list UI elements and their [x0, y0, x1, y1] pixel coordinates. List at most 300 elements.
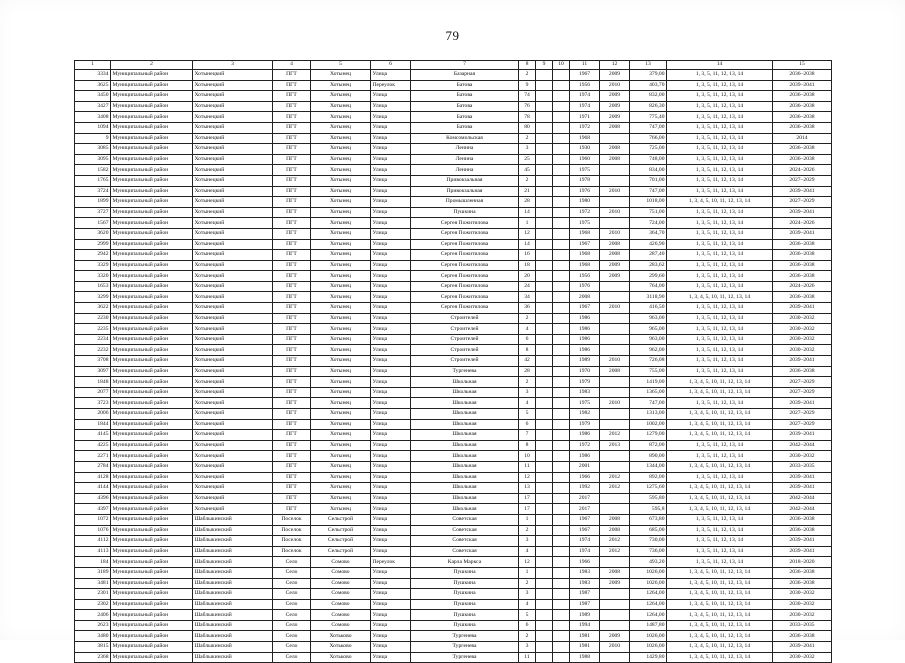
cell-planned-period: 2036–2038: [773, 154, 832, 165]
cell-street-type: Улица: [371, 144, 411, 155]
cell-municipality-type: Муниципальный район: [111, 366, 193, 377]
column-header-2: 2: [111, 61, 193, 70]
table-row: [75, 451, 832, 462]
cell-planned-period: 2036–2038: [773, 112, 832, 123]
cell-street: Ленина: [411, 144, 519, 155]
cell-col-9: [536, 292, 553, 303]
cell-record-id: 3480: [75, 631, 111, 642]
cell-municipality-type: Муниципальный район: [111, 356, 193, 367]
cell-settlement: Хотынец: [311, 260, 371, 271]
cell-street: Комсомольская: [411, 133, 519, 144]
cell-last-repair-year: 2009: [600, 578, 630, 589]
cell-street-type: Улица: [371, 652, 411, 663]
table-row: [75, 228, 832, 239]
cell-planned-period: 2039–2041: [773, 228, 832, 239]
cell-col-9: [536, 387, 553, 398]
cell-last-repair-year: [600, 218, 630, 229]
cell-district: Шаблыкинский: [193, 642, 273, 653]
cell-planned-period: 2036–2038: [773, 271, 832, 282]
cell-municipality-type: Муниципальный район: [111, 472, 193, 483]
cell-settlement: Хотынец: [311, 472, 371, 483]
cell-settlement-type: ПГТ: [273, 356, 311, 367]
cell-build-year: 2017: [570, 504, 600, 515]
cell-district: Хотынецкий: [193, 228, 273, 239]
cell-record-id: 3320: [75, 271, 111, 282]
cell-district: Хотынецкий: [193, 260, 273, 271]
cell-build-year: 1989: [570, 610, 600, 621]
cell-municipality-type: Муниципальный район: [111, 567, 193, 578]
cell-work-types: 1, 3, 5, 11, 12, 13, 14: [667, 271, 773, 282]
cell-municipality-type: Муниципальный район: [111, 101, 193, 112]
cell-district: Хотынецкий: [193, 133, 273, 144]
cell-record-id: 2784: [75, 461, 111, 472]
cell-municipality-type: Муниципальный район: [111, 599, 193, 610]
cell-street: Сергея Пожитилова: [411, 303, 519, 314]
cell-settlement: Хотынец: [311, 281, 371, 292]
cell-settlement-type: ПГТ: [273, 387, 311, 398]
cell-district: Шаблыкинский: [193, 567, 273, 578]
cell-build-year: 1967: [570, 514, 600, 525]
cell-settlement-type: ПГТ: [273, 324, 311, 335]
cell-district: Хотынецкий: [193, 218, 273, 229]
cell-work-types: 1, 3, 5, 11, 12, 13, 14: [667, 525, 773, 536]
cell-house-number: 12: [519, 472, 536, 483]
table-row: [75, 303, 832, 314]
cell-record-id: 2077: [75, 387, 111, 398]
cell-col-9: [536, 514, 553, 525]
cell-build-year: 1987: [570, 599, 600, 610]
cell-street-type: Улица: [371, 409, 411, 420]
cell-municipality-type: Муниципальный район: [111, 536, 193, 547]
cell-settlement-type: ПГТ: [273, 91, 311, 102]
cell-record-id: 4145: [75, 430, 111, 441]
cell-col-10: [553, 70, 570, 81]
cell-settlement-type: Село: [273, 631, 311, 642]
cell-col-10: [553, 122, 570, 133]
cell-work-types: 1, 3, 5, 11, 12, 13, 14: [667, 239, 773, 250]
cell-build-year: 1983: [570, 578, 600, 589]
cell-house-number: 2: [519, 377, 536, 388]
cell-district: Хотынецкий: [193, 377, 273, 388]
cell-area: 963,00: [630, 334, 667, 345]
cell-area: 766,00: [630, 133, 667, 144]
cell-street-type: Улица: [371, 186, 411, 197]
cell-street-type: Улица: [371, 631, 411, 642]
cell-build-year: 1971: [570, 112, 600, 123]
cell-street: Советская: [411, 546, 519, 557]
cell-district: Шаблыкинский: [193, 546, 273, 557]
cell-street-type: Улица: [371, 504, 411, 515]
cell-work-types: 1, 3, 5, 11, 12, 13, 14: [667, 91, 773, 102]
cell-settlement: Хотынец: [311, 165, 371, 176]
cell-record-id: 2234: [75, 334, 111, 345]
cell-street-type: Улица: [371, 334, 411, 345]
cell-planned-period: 2030–2032: [773, 599, 832, 610]
cell-col-10: [553, 112, 570, 123]
cell-street: Строителей: [411, 356, 519, 367]
cell-house-number: 2: [519, 313, 536, 324]
cell-record-id: 1582: [75, 165, 111, 176]
cell-district: Хотынецкий: [193, 313, 273, 324]
cell-house-number: 4: [519, 398, 536, 409]
cell-municipality-type: Муниципальный район: [111, 165, 193, 176]
cell-col-10: [553, 652, 570, 663]
cell-col-9: [536, 186, 553, 197]
cell-col-10: [553, 292, 570, 303]
cell-settlement-type: ПГТ: [273, 292, 311, 303]
cell-build-year: 1968: [570, 133, 600, 144]
cell-street-type: Улица: [371, 525, 411, 536]
cell-build-year: 1981: [570, 631, 600, 642]
cell-record-id: 2623: [75, 620, 111, 631]
cell-settlement: Хотынец: [311, 101, 371, 112]
cell-work-types: 1, 3, 5, 11, 12, 13, 14: [667, 112, 773, 123]
cell-house-number: 17: [519, 493, 536, 504]
cell-municipality-type: Муниципальный район: [111, 642, 193, 653]
cell-last-repair-year: 2010: [600, 186, 630, 197]
cell-street: Сергея Пожитилова: [411, 260, 519, 271]
cell-col-9: [536, 271, 553, 282]
table-row: [75, 250, 832, 261]
cell-house-number: 6: [519, 334, 536, 345]
cell-planned-period: 2039–2041: [773, 536, 832, 547]
cell-last-repair-year: 2009: [600, 260, 630, 271]
cell-record-id: 2232: [75, 345, 111, 356]
cell-area: 1026,00: [630, 567, 667, 578]
cell-house-number: 3: [519, 387, 536, 398]
cell-build-year: 1979: [570, 419, 600, 430]
cell-col-9: [536, 589, 553, 600]
cell-area: 751,00: [630, 207, 667, 218]
cell-col-10: [553, 175, 570, 186]
cell-record-id: 3299: [75, 292, 111, 303]
cell-planned-period: 2030–2032: [773, 610, 832, 621]
cell-settlement-type: ПГТ: [273, 250, 311, 261]
cell-settlement-type: ПГТ: [273, 70, 311, 81]
cell-settlement: Хотынец: [311, 366, 371, 377]
cell-street: Советская: [411, 525, 519, 536]
table-row: [75, 525, 832, 536]
cell-district: Хотынецкий: [193, 345, 273, 356]
cell-house-number: 5: [519, 409, 536, 420]
cell-settlement: Хотьково: [311, 642, 371, 653]
cell-street: Строителей: [411, 345, 519, 356]
cell-record-id: 3724: [75, 186, 111, 197]
cell-last-repair-year: [600, 451, 630, 462]
cell-record-id: 3329: [75, 260, 111, 271]
cell-district: Шаблыкинский: [193, 652, 273, 663]
cell-last-repair-year: 2010: [600, 228, 630, 239]
cell-street-type: Улица: [371, 546, 411, 557]
cell-district: Шаблыкинский: [193, 610, 273, 621]
cell-planned-period: 2018–2020: [773, 557, 832, 568]
cell-district: Хотынецкий: [193, 504, 273, 515]
cell-district: Шаблыкинский: [193, 599, 273, 610]
cell-street: Пушкина: [411, 578, 519, 589]
cell-col-9: [536, 154, 553, 165]
cell-last-repair-year: [600, 281, 630, 292]
cell-street: Тургенева: [411, 652, 519, 663]
cell-planned-period: 2036–2038: [773, 250, 832, 261]
cell-build-year: 1968: [570, 250, 600, 261]
cell-street-type: Переулок: [371, 80, 411, 91]
cell-street: Батова: [411, 80, 519, 91]
cell-last-repair-year: 2008: [600, 366, 630, 377]
cell-col-10: [553, 525, 570, 536]
cell-street-type: Улица: [371, 175, 411, 186]
cell-settlement-type: Село: [273, 642, 311, 653]
cell-work-types: 1, 3, 5, 11, 12, 13, 14: [667, 207, 773, 218]
cell-area: 892,00: [630, 472, 667, 483]
cell-settlement: Хотынец: [311, 207, 371, 218]
cell-col-9: [536, 483, 553, 494]
cell-street-type: Улица: [371, 101, 411, 112]
cell-settlement-type: ПГТ: [273, 504, 311, 515]
cell-street: Строителей: [411, 324, 519, 335]
cell-record-id: 4113: [75, 546, 111, 557]
table-row: [75, 409, 832, 420]
cell-municipality-type: Муниципальный район: [111, 334, 193, 345]
cell-work-types: 1, 3, 5, 11, 12, 13, 14: [667, 154, 773, 165]
cell-house-number: 18: [519, 260, 536, 271]
cell-build-year: 1966: [570, 472, 600, 483]
cell-record-id: 184: [75, 557, 111, 568]
cell-street: Сергея Пожитилова: [411, 228, 519, 239]
cell-planned-period: 2036–2038: [773, 70, 832, 81]
cell-district: Хотынецкий: [193, 472, 273, 483]
cell-col-10: [553, 409, 570, 420]
cell-record-id: 2235: [75, 324, 111, 335]
cell-settlement: Сомово: [311, 578, 371, 589]
cell-street-type: Улица: [371, 122, 411, 133]
cell-street-type: Улица: [371, 154, 411, 165]
cell-work-types: 1, 3, 5, 11, 12, 13, 14: [667, 356, 773, 367]
cell-last-repair-year: 2008: [600, 567, 630, 578]
cell-street: Базарная: [411, 70, 519, 81]
cell-build-year: 1970: [570, 366, 600, 377]
cell-last-repair-year: 2008: [600, 250, 630, 261]
cell-area: 287,40: [630, 250, 667, 261]
cell-settlement-type: ПГТ: [273, 186, 311, 197]
cell-planned-period: 2039–2041: [773, 186, 832, 197]
cell-settlement-type: Поселок: [273, 546, 311, 557]
cell-municipality-type: Муниципальный район: [111, 430, 193, 441]
cell-work-types: 1, 3, 5, 11, 12, 13, 14: [667, 281, 773, 292]
column-header-9: 9: [536, 61, 553, 70]
cell-settlement: Хотынец: [311, 91, 371, 102]
cell-settlement: Хотынец: [311, 440, 371, 451]
cell-col-9: [536, 557, 553, 568]
cell-area: 1279,00: [630, 430, 667, 441]
cell-col-9: [536, 165, 553, 176]
cell-last-repair-year: [600, 557, 630, 568]
cell-street-type: Улица: [371, 345, 411, 356]
cell-street: Карла Маркса: [411, 557, 519, 568]
cell-col-9: [536, 112, 553, 123]
cell-last-repair-year: 2009: [600, 70, 630, 81]
cell-street: Сергея Пожитилова: [411, 218, 519, 229]
cell-settlement-type: Село: [273, 557, 311, 568]
cell-record-id: 4225: [75, 440, 111, 451]
cell-col-9: [536, 281, 553, 292]
cell-street: Школьная: [411, 398, 519, 409]
cell-settlement-type: ПГТ: [273, 419, 311, 430]
cell-settlement-type: ПГТ: [273, 483, 311, 494]
cell-municipality-type: Муниципальный район: [111, 610, 193, 621]
cell-street: Школьная: [411, 472, 519, 483]
cell-street: Пушкина: [411, 620, 519, 631]
cell-settlement-type: ПГТ: [273, 377, 311, 388]
cell-work-types: 1, 3, 4, 5, 10, 11, 12, 13, 14: [667, 652, 773, 663]
cell-settlement: Хотынец: [311, 250, 371, 261]
cell-street: Тургенева: [411, 631, 519, 642]
cell-col-10: [553, 133, 570, 144]
cell-work-types: 1, 3, 5, 11, 12, 13, 14: [667, 557, 773, 568]
cell-street-type: Улица: [371, 599, 411, 610]
cell-col-10: [553, 642, 570, 653]
cell-area: 826,30: [630, 101, 667, 112]
cell-settlement: Хотынец: [311, 228, 371, 239]
table-row: [75, 133, 832, 144]
cell-col-10: [553, 567, 570, 578]
cell-settlement: Хотынец: [311, 292, 371, 303]
cell-area: 755,00: [630, 366, 667, 377]
cell-house-number: 80: [519, 122, 536, 133]
cell-municipality-type: Муниципальный район: [111, 451, 193, 462]
cell-last-repair-year: 2013: [600, 440, 630, 451]
cell-house-number: 76: [519, 101, 536, 112]
table-row: [75, 271, 832, 282]
cell-record-id: 3450: [75, 91, 111, 102]
cell-street: Школьная: [411, 461, 519, 472]
cell-record-id: 1848: [75, 377, 111, 388]
cell-municipality-type: Муниципальный район: [111, 218, 193, 229]
cell-house-number: 2: [519, 133, 536, 144]
column-header-7: 7: [411, 61, 519, 70]
cell-work-types: 1, 3, 5, 11, 12, 13, 14: [667, 472, 773, 483]
cell-col-10: [553, 599, 570, 610]
cell-col-10: [553, 303, 570, 314]
cell-work-types: 1, 3, 4, 5, 10, 11, 12, 13, 14: [667, 578, 773, 589]
cell-municipality-type: Муниципальный район: [111, 281, 193, 292]
cell-municipality-type: Муниципальный район: [111, 122, 193, 133]
cell-street: Привокзальная: [411, 186, 519, 197]
cell-last-repair-year: 2008: [600, 154, 630, 165]
cell-col-10: [553, 239, 570, 250]
cell-work-types: 1, 3, 5, 11, 12, 13, 14: [667, 250, 773, 261]
cell-col-10: [553, 260, 570, 271]
cell-area: 1429,80: [630, 652, 667, 663]
cell-work-types: 1, 3, 5, 11, 12, 13, 14: [667, 175, 773, 186]
cell-build-year: 1989: [570, 356, 600, 367]
cell-municipality-type: Муниципальный район: [111, 313, 193, 324]
cell-municipality-type: Муниципальный район: [111, 292, 193, 303]
cell-area: 299,60: [630, 271, 667, 282]
cell-last-repair-year: [600, 313, 630, 324]
cell-record-id: 3727: [75, 207, 111, 218]
cell-district: Хотынецкий: [193, 175, 273, 186]
cell-last-repair-year: [600, 409, 630, 420]
cell-street-type: Улица: [371, 260, 411, 271]
cell-municipality-type: Муниципальный район: [111, 578, 193, 589]
cell-planned-period: 2042–2044: [773, 440, 832, 451]
cell-record-id: 2301: [75, 589, 111, 600]
table-row: [75, 419, 832, 430]
cell-municipality-type: Муниципальный район: [111, 387, 193, 398]
cell-work-types: 1, 3, 4, 5, 10, 11, 12, 13, 14: [667, 430, 773, 441]
cell-planned-period: 2030–2032: [773, 324, 832, 335]
cell-build-year: 1986: [570, 324, 600, 335]
cell-work-types: 1, 3, 4, 5, 10, 11, 12, 13, 14: [667, 377, 773, 388]
cell-street: Строителей: [411, 313, 519, 324]
cell-settlement: Сомово: [311, 610, 371, 621]
cell-house-number: 7: [519, 430, 536, 441]
table-row: [75, 430, 832, 441]
cell-street-type: Улица: [371, 324, 411, 335]
cell-street-type: Улица: [371, 461, 411, 472]
cell-street-type: Улица: [371, 228, 411, 239]
cell-street-type: Улица: [371, 303, 411, 314]
cell-col-9: [536, 398, 553, 409]
cell-house-number: 24: [519, 281, 536, 292]
cell-col-10: [553, 557, 570, 568]
cell-planned-period: 2036–2038: [773, 366, 832, 377]
cell-district: Хотынецкий: [193, 271, 273, 282]
cell-col-9: [536, 197, 553, 208]
cell-street: Сергея Пожитилова: [411, 281, 519, 292]
cell-planned-period: 2042–2044: [773, 493, 832, 504]
cell-municipality-type: Муниципальный район: [111, 483, 193, 494]
cell-build-year: 1967: [570, 303, 600, 314]
cell-last-repair-year: [600, 610, 630, 621]
cell-planned-period: 2036–2038: [773, 292, 832, 303]
cell-settlement: Хотынец: [311, 144, 371, 155]
cell-col-9: [536, 578, 553, 589]
cell-col-10: [553, 451, 570, 462]
cell-col-10: [553, 483, 570, 494]
cell-last-repair-year: 2010: [600, 642, 630, 653]
column-header-5: 5: [311, 61, 371, 70]
cell-build-year: 1983: [570, 567, 600, 578]
cell-build-year: 1956: [570, 80, 600, 91]
cell-district: Хотынецкий: [193, 409, 273, 420]
cell-street: Батова: [411, 91, 519, 102]
cell-street: Пушкина: [411, 567, 519, 578]
cell-work-types: 1, 3, 5, 11, 12, 13, 14: [667, 101, 773, 112]
cell-street: Советская: [411, 514, 519, 525]
cell-last-repair-year: 2012: [600, 430, 630, 441]
cell-municipality-type: Муниципальный район: [111, 419, 193, 430]
cell-build-year: 1968: [570, 260, 600, 271]
cell-municipality-type: Муниципальный район: [111, 154, 193, 165]
cell-street: Школьная: [411, 440, 519, 451]
cell-area: 747,00: [630, 186, 667, 197]
cell-area: 747,00: [630, 398, 667, 409]
table-row: [75, 546, 832, 557]
cell-house-number: 14: [519, 239, 536, 250]
cell-street: Батова: [411, 112, 519, 123]
cell-planned-period: 2036–2038: [773, 239, 832, 250]
cell-record-id: 3408: [75, 112, 111, 123]
cell-municipality-type: Муниципальный район: [111, 324, 193, 335]
cell-col-9: [536, 207, 553, 218]
cell-municipality-type: Муниципальный район: [111, 440, 193, 451]
cell-work-types: 1, 3, 5, 11, 12, 13, 14: [667, 451, 773, 462]
cell-last-repair-year: 2008: [600, 514, 630, 525]
cell-settlement-type: ПГТ: [273, 409, 311, 420]
cell-settlement-type: ПГТ: [273, 239, 311, 250]
cell-col-10: [553, 461, 570, 472]
